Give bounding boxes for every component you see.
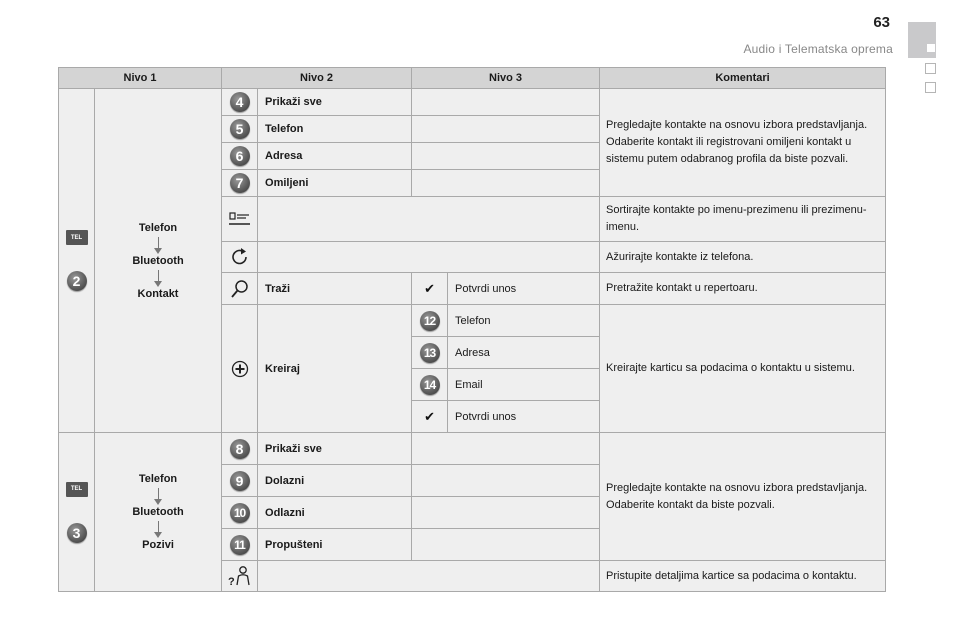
arrow-down-icon <box>158 521 159 534</box>
menu-item-dolazni[interactable]: Dolazni <box>258 465 412 497</box>
page-number: 63 <box>873 14 890 31</box>
chapter-tab-box-1 <box>925 63 936 74</box>
badge-9: 9 <box>230 471 250 491</box>
empty-cell <box>412 529 600 561</box>
comment-view-contacts: Pregledajte kontakte na osnovu izbora predstavljanja. Odaberite kontakt ili registrovani omiljeni kontakt u sistemu putem odabranog profila da biste pozvali. <box>600 89 886 197</box>
empty-cell <box>412 143 600 170</box>
chain-telefon: Telefon <box>138 473 178 485</box>
badge-4: 4 <box>230 92 250 112</box>
sort-icon-cell[interactable] <box>222 197 258 242</box>
badge-8: 8 <box>230 439 250 459</box>
badge-6: 6 <box>230 146 250 166</box>
contact-detail-icon-cell[interactable] <box>222 561 258 592</box>
create-option-telefon[interactable]: Telefon <box>448 305 600 337</box>
menu-item-trazi[interactable]: Traži <box>258 273 412 305</box>
badge-14: 14 <box>420 375 440 395</box>
contact-detail-icon <box>227 565 253 587</box>
badge-2: 2 <box>67 271 87 291</box>
comment-create: Kreirajte karticu sa podacima o kontaktu u sistemu. <box>600 305 886 433</box>
add-icon-cell[interactable] <box>222 305 258 433</box>
check-icon: ✔ <box>424 408 435 424</box>
empty-cell <box>258 197 600 242</box>
chain-kontakt: Kontakt <box>137 287 179 300</box>
chapter-tab-marker <box>927 44 935 52</box>
menu-item-prikazi-sve[interactable]: Prikaži sve <box>258 89 412 116</box>
tel-button-icon: TEL <box>66 230 88 245</box>
create-confirm[interactable]: Potvrdi unos <box>448 401 600 433</box>
empty-cell <box>258 242 600 273</box>
badge-7: 7 <box>230 173 250 193</box>
chain-bluetooth: Bluetooth <box>132 506 184 518</box>
menu-item-adresa[interactable]: Adresa <box>258 143 412 170</box>
col-header-comments: Komentari <box>600 68 886 89</box>
comment-detail: Pristupite detaljima kartice sa podacima o kontaktu. <box>600 561 886 592</box>
menu-item-prikazi-sve-pozivi[interactable]: Prikaži sve <box>258 433 412 465</box>
badge-12: 12 <box>420 311 440 331</box>
menu-item-kreiraj[interactable]: Kreiraj <box>258 305 412 433</box>
detail-question-mark: ? <box>227 576 235 587</box>
add-contact-icon <box>231 360 249 378</box>
comment-sort: Sortirajte kontakte po imenu-prezimenu ili prezimenu-imenu. <box>600 197 886 242</box>
col-header-level2: Nivo 2 <box>222 68 412 89</box>
comment-view-calls: Pregledajte kontakte na osnovu izbora predstavljanja. Odaberite kontakt da biste pozvali. <box>600 433 886 561</box>
menu-item-propusteni[interactable]: Propušteni <box>258 529 412 561</box>
menu-item-odlazni[interactable]: Odlazni <box>258 497 412 529</box>
col-header-level1: Nivo 1 <box>59 68 222 89</box>
calls-chain <box>95 433 222 592</box>
refresh-icon <box>230 248 250 266</box>
menu-table <box>58 67 886 592</box>
menu-item-omiljeni[interactable]: Omiljeni <box>258 170 412 197</box>
search-icon <box>230 279 250 299</box>
search-confirm[interactable]: Potvrdi unos <box>448 273 600 305</box>
chapter-tab-box-2 <box>925 82 936 93</box>
empty-cell <box>412 170 600 197</box>
empty-cell <box>412 116 600 143</box>
empty-cell <box>412 465 600 497</box>
chain-telefon: Telefon <box>138 221 178 234</box>
comment-update: Ažurirajte kontakte iz telefona. <box>600 242 886 273</box>
arrow-down-icon <box>158 488 159 501</box>
comment-search: Pretražite kontakt u repertoaru. <box>600 273 886 305</box>
arrow-down-icon <box>158 270 159 283</box>
chain-pozivi: Pozivi <box>142 539 174 551</box>
empty-cell <box>258 561 600 592</box>
empty-cell <box>412 89 600 116</box>
search-icon-cell[interactable] <box>222 273 258 305</box>
calls-level1-icons <box>59 433 95 592</box>
sort-contacts-icon <box>229 212 251 226</box>
menu-item-telefon[interactable]: Telefon <box>258 116 412 143</box>
refresh-icon-cell[interactable] <box>222 242 258 273</box>
tel-button-icon: TEL <box>66 482 88 497</box>
arrow-down-icon <box>158 237 159 250</box>
badge-13: 13 <box>420 343 440 363</box>
badge-3: 3 <box>67 523 87 543</box>
contacts-level1-icons <box>59 89 95 433</box>
contacts-chain <box>95 89 222 433</box>
col-header-level3: Nivo 3 <box>412 68 600 89</box>
create-option-adresa[interactable]: Adresa <box>448 337 600 369</box>
badge-5: 5 <box>230 119 250 139</box>
badge-11: 11 <box>230 535 250 555</box>
create-option-email[interactable]: Email <box>448 369 600 401</box>
badge-10: 10 <box>230 503 250 523</box>
chapter-tab <box>908 22 936 58</box>
section-title: Audio i Telematska oprema <box>743 42 893 56</box>
check-icon: ✔ <box>424 280 435 296</box>
chain-bluetooth: Bluetooth <box>132 254 184 267</box>
empty-cell <box>412 497 600 529</box>
empty-cell <box>412 433 600 465</box>
